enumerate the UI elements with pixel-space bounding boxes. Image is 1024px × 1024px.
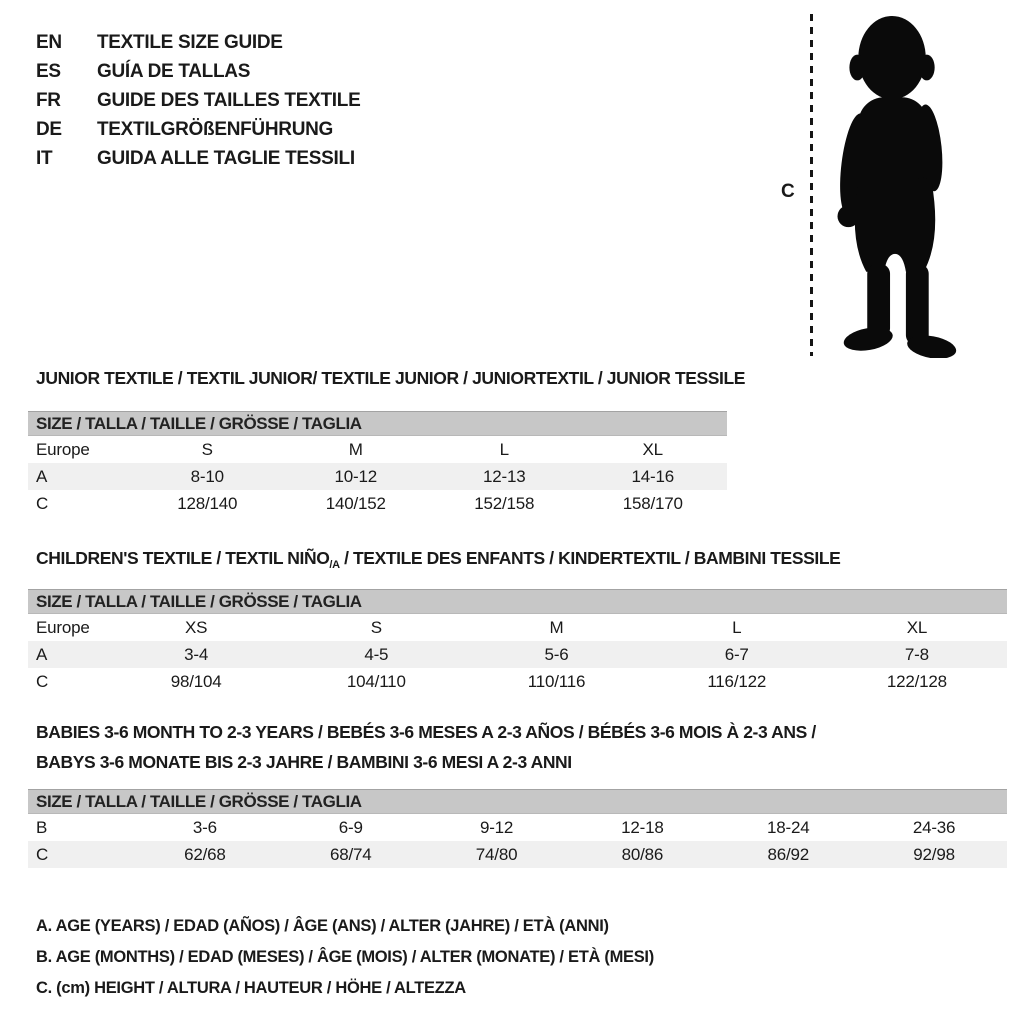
age-cell: 14-16 xyxy=(631,466,674,486)
height-cell: 152/158 xyxy=(474,493,535,513)
height-cell: 122/128 xyxy=(886,671,947,691)
age-cell: 10-12 xyxy=(334,466,377,486)
junior-size-table xyxy=(28,411,727,517)
guide-title: TEXTILGRÖßENFÜHRUNG xyxy=(97,118,334,140)
legend-line-c: C. (cm) HEIGHT / ALTURA / HAUTEUR / HÖHE / ALTEZZA xyxy=(36,979,466,997)
table-header: SIZE / TALLA / TAILLE / GRÖSSE / TAGLIA xyxy=(28,411,727,436)
language-title-list xyxy=(36,28,360,173)
list-item xyxy=(36,28,360,57)
height-cell: 158/170 xyxy=(622,493,683,513)
legend xyxy=(36,911,654,1004)
language-code: EN xyxy=(36,31,62,53)
age-cell: 3-6 xyxy=(192,817,217,837)
legend-line-b: B. AGE (MONTHS) / EDAD (MESES) / ÂGE (MOIS) / ALTER (MONATE) / ETÀ (MESI) xyxy=(36,948,654,966)
list-item xyxy=(36,144,360,173)
height-cell: 110/116 xyxy=(527,671,586,691)
children-title-suffix: / TEXTILE DES ENFANTS / KINDERTEXTIL / BAMBINI TESSILE xyxy=(339,548,841,568)
row-label: Europe xyxy=(36,617,90,637)
age-cell: 9-12 xyxy=(479,817,514,837)
table-row xyxy=(28,814,1007,841)
row-label: Europe xyxy=(36,439,90,459)
guide-title: GUIDE DES TAILLES TEXTILE xyxy=(97,89,361,111)
size-cell: L xyxy=(732,617,742,637)
row-label: C xyxy=(36,844,49,864)
table-header: SIZE / TALLA / TAILLE / GRÖSSE / TAGLIA xyxy=(28,589,1007,614)
height-measure-dashed-line xyxy=(810,14,813,356)
age-cell: 5-6 xyxy=(544,644,569,664)
height-cell: 74/80 xyxy=(475,844,518,864)
height-cell: 104/110 xyxy=(346,671,406,691)
list-item xyxy=(36,115,360,144)
height-cell: 116/122 xyxy=(707,671,767,691)
table-row xyxy=(28,641,1007,668)
size-cell: S xyxy=(201,439,213,459)
language-code: DE xyxy=(36,118,62,140)
children-section-title xyxy=(36,548,840,571)
height-cell: 86/92 xyxy=(767,844,809,864)
size-cell: XL xyxy=(642,439,663,459)
row-label: B xyxy=(36,817,48,837)
guide-title: GUIDA ALLE TAGLIE TESSILI xyxy=(97,147,355,169)
babies-section-title-line2: BABYS 3-6 MONATE BIS 2-3 JAHRE / BAMBINI 3-6 MESI A 2-3 ANNI xyxy=(36,752,572,772)
height-cell: 80/86 xyxy=(621,844,664,864)
children-title-subscript: /A xyxy=(329,559,340,571)
height-cell: 98/104 xyxy=(170,671,222,691)
table-row xyxy=(28,463,727,490)
age-cell: 6-7 xyxy=(724,644,749,664)
height-measure-label: C xyxy=(781,181,795,202)
row-label: C xyxy=(36,671,49,691)
table-row xyxy=(28,490,727,517)
age-cell: 8-10 xyxy=(190,466,224,486)
age-cell: 4-5 xyxy=(364,644,389,664)
table-row xyxy=(28,614,1007,641)
size-cell: M xyxy=(348,439,363,459)
age-cell: 7-8 xyxy=(904,644,929,664)
age-cell: 6-9 xyxy=(338,817,363,837)
list-item xyxy=(36,57,360,86)
height-cell: 140/152 xyxy=(325,493,386,513)
children-title-prefix: CHILDREN'S TEXTILE / TEXTIL NIÑO xyxy=(36,548,330,568)
table-row xyxy=(28,841,1007,868)
row-label: A xyxy=(36,466,48,486)
toddler-silhouette-icon xyxy=(820,16,970,358)
row-label: A xyxy=(36,644,48,664)
age-cell: 18-24 xyxy=(766,817,810,837)
legend-line-a: A. AGE (YEARS) / EDAD (AÑOS) / ÂGE (ANS) / ALTER (JAHRE) / ETÀ (ANNI) xyxy=(36,917,609,935)
height-cell: 62/68 xyxy=(184,844,226,864)
guide-title: GUÍA DE TALLAS xyxy=(97,60,251,82)
language-code: FR xyxy=(36,89,61,111)
size-cell: S xyxy=(370,617,382,637)
junior-section-title: JUNIOR TEXTILE / TEXTIL JUNIOR/ TEXTILE JUNIOR / JUNIORTEXTIL / JUNIOR TESSILE xyxy=(36,368,746,388)
table-header: SIZE / TALLA / TAILLE / GRÖSSE / TAGLIA xyxy=(28,789,1007,814)
age-cell: 24-36 xyxy=(912,817,956,837)
language-code: IT xyxy=(36,147,53,169)
babies-size-table xyxy=(28,789,1007,868)
age-cell: 12-18 xyxy=(621,817,664,837)
height-cell: 68/74 xyxy=(329,844,372,864)
size-cell: XS xyxy=(184,617,208,637)
age-cell: 3-4 xyxy=(184,644,209,664)
language-code: ES xyxy=(36,60,61,82)
list-item xyxy=(36,86,360,115)
table-row xyxy=(28,668,1007,695)
size-cell: XL xyxy=(906,617,928,637)
row-label: C xyxy=(36,493,49,513)
table-row xyxy=(28,436,727,463)
height-cell: 92/98 xyxy=(913,844,955,864)
guide-title: TEXTILE SIZE GUIDE xyxy=(97,31,283,53)
size-cell: M xyxy=(549,617,564,637)
babies-section-title-line1: BABIES 3-6 MONTH TO 2-3 YEARS / BEBÉS 3-6 MESES A 2-3 AÑOS / BÉBÉS 3-6 MOIS À 2-3 ANS / xyxy=(36,722,816,742)
size-cell: L xyxy=(499,439,509,459)
age-cell: 12-13 xyxy=(483,466,526,486)
height-cell: 128/140 xyxy=(177,493,238,513)
children-size-table xyxy=(28,589,1007,695)
